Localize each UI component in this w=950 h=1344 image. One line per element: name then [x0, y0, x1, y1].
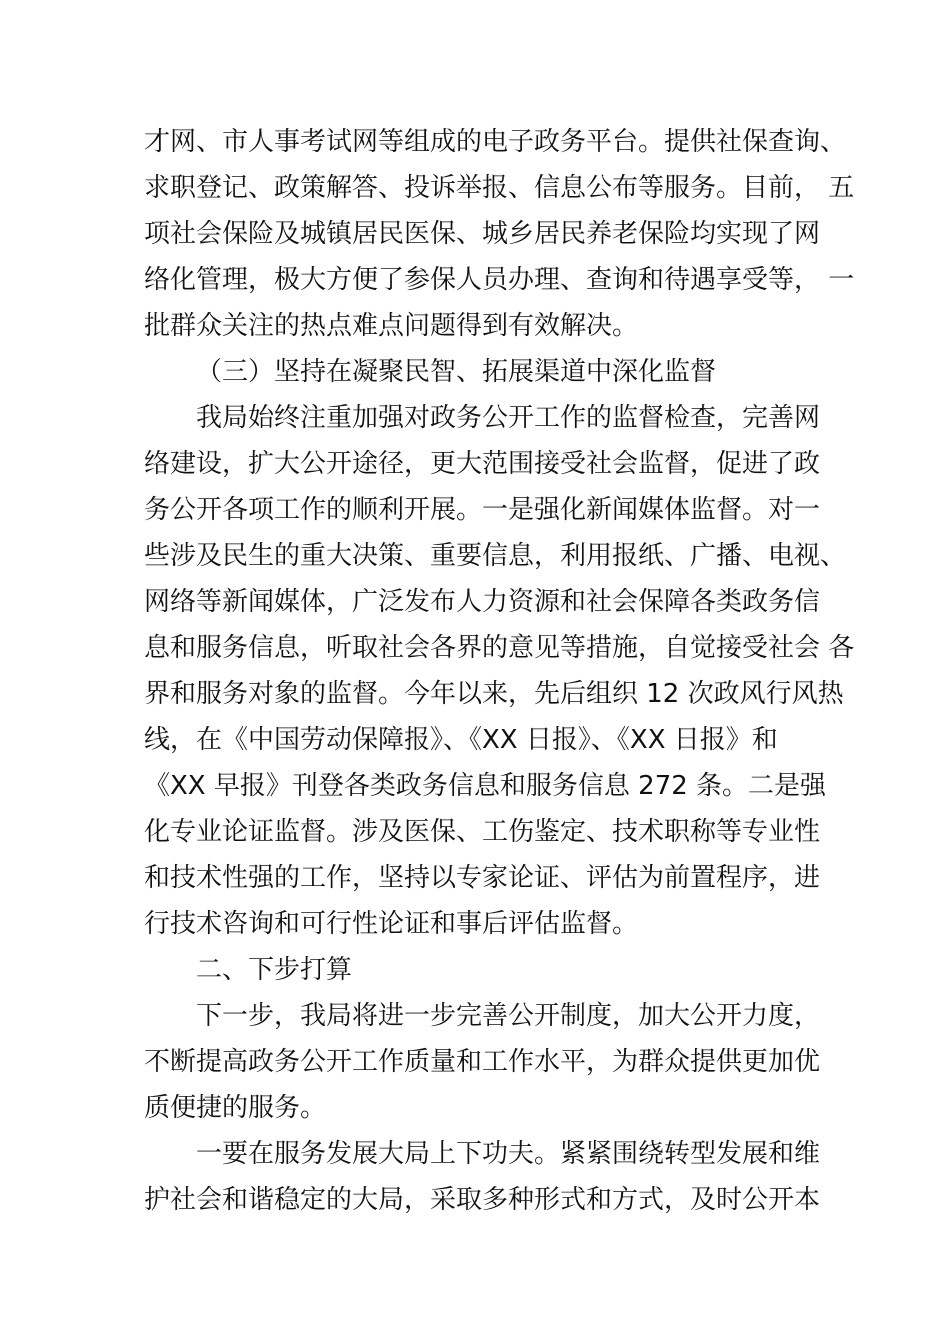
body-text-line: 和技术性强的工作，坚持以专家论证、评估为前置程序，进: [144, 863, 821, 893]
body-text-line: 《XX 早报》刊登各类政务信息和服务信息 272 条。二是强: [144, 771, 827, 801]
body-text-line: 批群众关注的热点难点问题得到有效解决。: [144, 311, 639, 341]
body-text-line: 下一步，我局将进一步完善公开制度，加大公开力度，: [196, 1001, 821, 1031]
body-text-line: 界和服务对象的监督。今年以来，先后组织 12 次政风行风热: [144, 679, 844, 709]
body-text-line: 络建设，扩大公开途径，更大范围接受社会监督，促进了政: [144, 449, 821, 479]
section-heading: 二、下步打算: [196, 955, 353, 985]
body-text-line: 护社会和谐稳定的大局，采取多种形式和方式，及时公开本: [144, 1185, 821, 1215]
body-text-line: 项社会保险及城镇居民医保、城乡居民养老保险均实现了网: [144, 219, 821, 249]
body-text-line: 一要在服务发展大局上下功夫。紧紧围绕转型发展和维: [196, 1139, 821, 1169]
body-text-line: 务公开各项工作的顺利开展。一是强化新闻媒体监督。对一: [144, 495, 821, 525]
body-text-line: 络化管理，极大方便了参保人员办理、查询和待遇享受等， 一: [144, 265, 855, 295]
body-text-line: 不断提高政务公开工作质量和工作水平，为群众提供更加优: [144, 1047, 821, 1077]
section-heading: （三）坚持在凝聚民智、拓展渠道中深化监督: [196, 357, 717, 387]
body-text-line: 行技术咨询和可行性论证和事后评估监督。: [144, 909, 639, 939]
body-text-line: 网络等新闻媒体，广泛发布人力资源和社会保障各类政务信: [144, 587, 821, 617]
body-text-line: 些涉及民生的重大决策、重要信息，利用报纸、广播、电视、: [144, 541, 847, 571]
body-text-line: 息和服务信息，听取社会各界的意见等措施，自觉接受社会 各: [144, 633, 855, 663]
body-text-line: 求职登记、政策解答、投诉举报、信息公布等服务。目前， 五: [144, 173, 855, 203]
body-text-line: 化专业论证监督。涉及医保、工伤鉴定、技术职称等专业性: [144, 817, 821, 847]
body-text-line: 我局始终注重加强对政务公开工作的监督检查，完善网: [196, 403, 821, 433]
body-text-line: 质便捷的服务。: [144, 1093, 327, 1123]
body-text-line: 才网、市人事考试网等组成的电子政务平台。提供社保查询、: [144, 127, 847, 157]
body-text-line: 线，在《中国劳动保障报》、《XX 日报》、《XX 日报》和: [144, 725, 778, 755]
